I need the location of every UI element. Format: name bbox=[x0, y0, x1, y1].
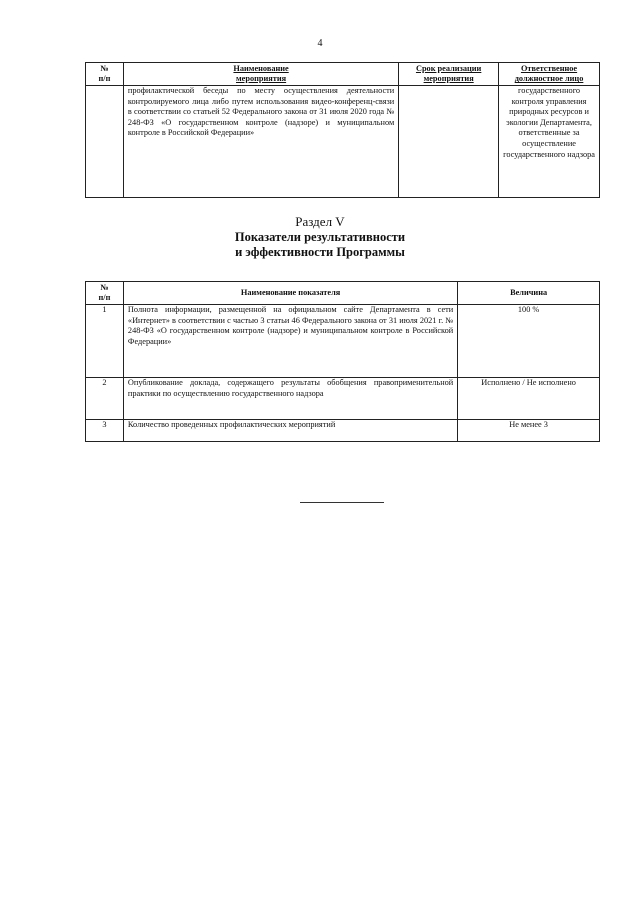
header-event-name-text: Наименование мероприятия bbox=[233, 64, 289, 83]
header-num: № п/п bbox=[86, 282, 124, 305]
page-number: 4 bbox=[317, 38, 323, 49]
table-row bbox=[86, 420, 600, 442]
table-header-row bbox=[86, 282, 600, 305]
events-table bbox=[85, 62, 600, 198]
cell-num: 2 bbox=[86, 378, 124, 420]
section-label: Раздел V bbox=[295, 214, 345, 229]
cell-indicator-name: Количество проведенных профилактических мероприятий bbox=[123, 420, 457, 442]
cell-num bbox=[86, 86, 124, 198]
header-term bbox=[399, 63, 499, 86]
header-responsible bbox=[499, 63, 600, 86]
cell-responsible: государственного контроля управления природных ресурсов и экологии Департамента, ответственные за осуществление государственного надзора bbox=[499, 86, 600, 198]
section-title bbox=[0, 230, 640, 260]
end-divider bbox=[300, 502, 384, 503]
cell-event-name: профилактической беседы по месту осуществления деятельности контролируемого лица либо путем использования видео-конференц-связи в соответствии со статьей 52 Федерального закона от 31 июля 2020 года № 248-ФЗ «О государственном контроле (надзоре) и муниципальном контроле в Российской Федерации» bbox=[123, 86, 398, 198]
table-row bbox=[86, 305, 600, 378]
cell-term bbox=[399, 86, 499, 198]
header-indicator-name: Наименование показателя bbox=[123, 282, 457, 305]
table-row bbox=[86, 86, 600, 198]
section-title-line1: Показатели результативности bbox=[234, 230, 406, 244]
cell-num: 3 bbox=[86, 420, 124, 442]
cell-num: 1 bbox=[86, 305, 124, 378]
header-responsible-text: Ответственное должностное лицо bbox=[514, 64, 584, 83]
header-num: № п/п bbox=[86, 63, 124, 86]
cell-value: Не менее 3 bbox=[458, 420, 600, 442]
cell-value: Исполнено / Не исполнено bbox=[458, 378, 600, 420]
table-header-row bbox=[86, 63, 600, 86]
header-value: Величина bbox=[458, 282, 600, 305]
indicators-table bbox=[85, 281, 600, 442]
section-title-line2: и эффективности Программы bbox=[235, 245, 405, 259]
cell-indicator-name: Полнота информации, размещенной на официальном сайте Департамента в сети «Интернет» в соответствии с частью 3 статьи 46 Федерального закона от 31 июля 2021 г. № 248-ФЗ «О государственном контроле (надзоре) и муниципальном контроле в Российской Федерации» bbox=[123, 305, 457, 378]
cell-value: 100 % bbox=[458, 305, 600, 378]
header-event-name bbox=[123, 63, 398, 86]
cell-indicator-name: Опубликование доклада, содержащего результаты обобщения правоприменительной практики по осуществлению государственного надзора bbox=[123, 378, 457, 420]
header-term-text: Срок реализации мероприятия bbox=[415, 64, 482, 83]
table-row bbox=[86, 378, 600, 420]
